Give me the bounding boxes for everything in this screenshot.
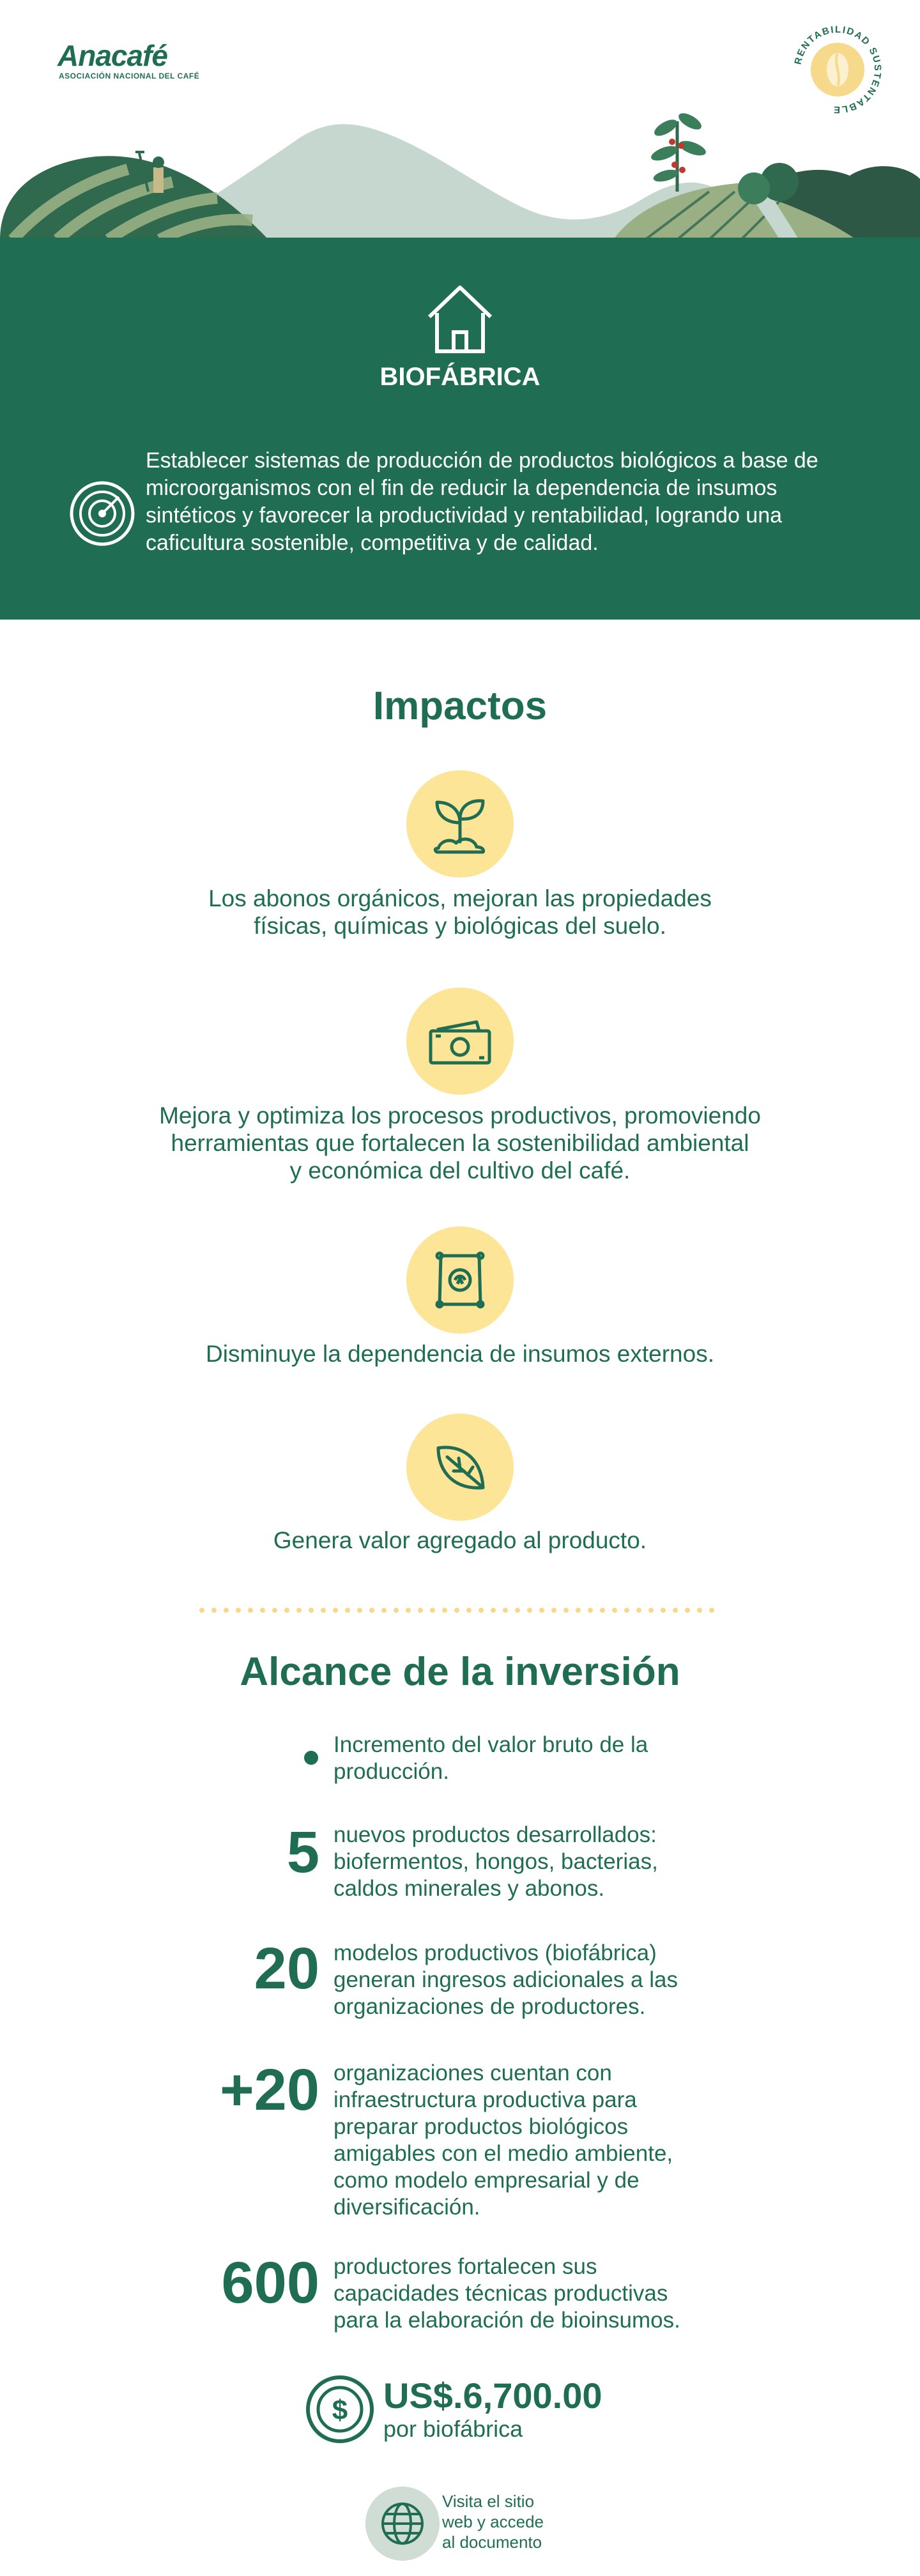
globe-icon <box>380 2501 425 2546</box>
alcance-number-2: 5 <box>286 1820 319 1885</box>
fertilizer-bag-icon <box>422 1242 498 1318</box>
alcance-number-5: 600 <box>221 2250 319 2315</box>
alcance-desc-4: organizaciones cuentan con infraestructura productiva para preparar productos biológicos amigables con el medio ambiente, como modelo empresarial y de diversificación. <box>334 2061 673 2220</box>
investment-amount: US$.6,700.00 <box>383 2375 602 2416</box>
impact-circle-4 <box>406 1414 514 1521</box>
impact-circle-2 <box>406 987 514 1095</box>
house-icon <box>424 281 496 358</box>
leaf-icon <box>422 1429 498 1505</box>
landscape-illustration <box>0 0 920 240</box>
visit-website-link[interactable]: Visita el sitio web y accede al documento <box>442 2492 544 2552</box>
logo-subtitle: ASOCIACIÓN NACIONAL DEL CAFÉ <box>59 72 200 80</box>
alcance-title: Alcance de la inversión <box>240 1650 680 1694</box>
alcance-desc-2: nuevos productos desarrollados: biofermentos, hongos, bacterias, caldos minerales y abonos. <box>334 1822 658 1901</box>
sustainability-badge <box>790 22 885 118</box>
coffee-plant <box>649 110 708 192</box>
website-link-button[interactable] <box>365 2487 440 2561</box>
impact-circle-3 <box>406 1226 514 1334</box>
hero-landscape <box>0 0 920 240</box>
money-icon <box>422 1003 498 1079</box>
alcance-number-4: +20 <box>219 2057 319 2123</box>
impact-text-3: Disminuye la dependencia de insumos externos. <box>206 1341 714 1367</box>
impact-text-2: Mejora y optimiza los procesos productivos, promoviendo herramientas que fortalecen la sostenibilidad ambiental y económica del cultivo del café. <box>159 1102 761 1184</box>
impact-circle-1 <box>406 770 514 878</box>
section-title: BIOFÁBRICA <box>379 363 540 391</box>
alcance-number-3: 20 <box>254 1936 319 2001</box>
logo[interactable]: Anacafé <box>57 39 167 72</box>
alcance-desc-5: productores fortalecen sus capacidades técnicas productivas para la elaboración de bioinsumos. <box>334 2254 680 2333</box>
investment-amount-subtitle: por biofábrica <box>383 2416 523 2442</box>
dotted-divider <box>198 1606 722 1614</box>
dollar-icon <box>305 2375 374 2444</box>
objective-text: Establecer sistemas de producción de productos biológicos a base de microorganismos con el fin de reducir la dependencia de insumos sintéticos y favorecer la productividad y rentabilidad, logrando una caficultura sostenible, competitiva y de calidad. <box>146 448 818 555</box>
alcance-desc-1: Incremento del valor bruto de la producción. <box>334 1732 648 1784</box>
impact-text-1: Los abonos orgánicos, mejoran las propiedades físicas, químicas y biológicas del suelo. <box>208 885 712 939</box>
impactos-title: Impactos <box>372 684 548 728</box>
target-icon <box>69 480 135 547</box>
bullet-dot <box>304 1751 318 1765</box>
badge-text: RENTABILIDAD SUSTENTABLE <box>792 24 884 116</box>
impact-text-4: Genera valor agregado al producto. <box>273 1527 647 1553</box>
sprout-icon <box>422 786 498 862</box>
svg-text:$: $ <box>332 2395 348 2426</box>
alcance-desc-3: modelos productivos (biofábrica) generan ingresos adicionales a las organizaciones de productores. <box>334 1940 678 2019</box>
